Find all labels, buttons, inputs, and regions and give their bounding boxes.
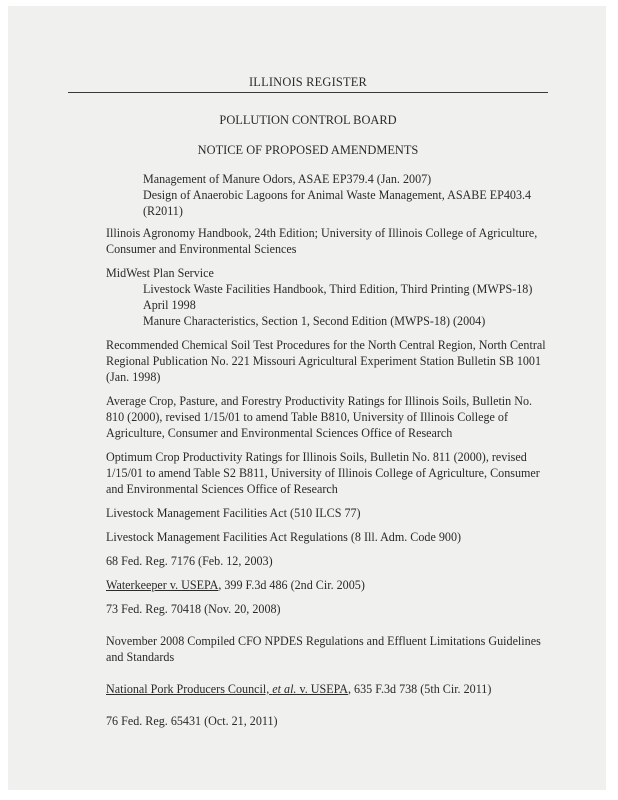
ref-cfo-npdes: November 2008 Compiled CFO NPDES Regulations and Effluent Limitations Guidelines and Standards xyxy=(106,634,541,664)
ref-pork-producers xyxy=(106,681,551,697)
pork-citation: , 635 F.3d 738 (5th Cir. 2011) xyxy=(347,682,492,696)
ref-fedreg-73: 73 Fed. Reg. 70418 (Nov. 20, 2008) xyxy=(106,602,281,616)
ref-fedreg-76: 76 Fed. Reg. 65431 (Oct. 21, 2011) xyxy=(106,714,278,728)
waterkeeper-citation: , 399 F.3d 486 (2nd Cir. 2005) xyxy=(218,578,365,592)
ref-fedreg-68: 68 Fed. Reg. 7176 (Feb. 12, 2003) xyxy=(106,554,273,568)
ref-mwps18-livestock: Livestock Waste Facilities Handbook, Third Edition, Third Printing (MWPS-18) April 1998 xyxy=(143,282,533,312)
ref-lmfa: Livestock Management Facilities Act (510 ILCS 77) xyxy=(106,506,361,520)
ref-midwest-plan: MidWest Plan Service xyxy=(106,266,214,280)
ref-soil-test: Recommended Chemical Soil Test Procedures for the North Central Region, North Central Regional Publication No. 221 Missouri Agricultural Experiment Station Bulletin SB 1001 (Jan. 1998) xyxy=(106,338,546,384)
header-rule xyxy=(68,92,548,93)
ref-agronomy-handbook: Illinois Agronomy Handbook, 24th Edition; University of Illinois College of Agriculture, Consumer and Environmental Sciences xyxy=(106,226,538,256)
ref-asabe-ep403: Design of Anaerobic Lagoons for Animal Waste Management, ASABE EP403.4 (R2011) xyxy=(143,188,532,218)
pork-case-etal: et al. xyxy=(272,682,297,696)
pork-case-name xyxy=(106,682,348,696)
document-page xyxy=(8,6,606,790)
register-header: ILLINOIS REGISTER xyxy=(248,75,367,89)
board-title: POLLUTION CONTROL BOARD xyxy=(219,113,397,127)
pork-case-part-a: National Pork Producers Council, xyxy=(106,682,273,696)
pork-case-part-b: v. USEPA xyxy=(296,682,348,696)
ref-mwps18-manure: Manure Characteristics, Section 1, Second Edition (MWPS-18) (2004) xyxy=(143,314,486,328)
ref-lmfa-regs: Livestock Management Facilities Act Regulations (8 Ill. Adm. Code 900) xyxy=(106,530,462,544)
ref-average-crop: Average Crop, Pasture, and Forestry Productivity Ratings for Illinois Soils, Bulletin No. 810 (2000), revised 1/15/01 to amend Table B810, University of Illinois College of Agriculture, Consumer and Environmental Sciences Office of Research xyxy=(106,394,533,440)
waterkeeper-case-name: Waterkeeper v. USEPA xyxy=(106,578,219,592)
ref-optimum-crop: Optimum Crop Productivity Ratings for Illinois Soils, Bulletin No. 811 (2000), revised 1/15/01 to amend Table S2 B811, University of Illinois College of Agriculture, Consumer and Environmental Sciences Office of Research xyxy=(106,450,540,496)
ref-asae-ep379: Management of Manure Odors, ASAE EP379.4 (Jan. 2007) xyxy=(143,172,432,186)
notice-title: NOTICE OF PROPOSED AMENDMENTS xyxy=(197,143,419,157)
ref-waterkeeper xyxy=(106,577,551,593)
